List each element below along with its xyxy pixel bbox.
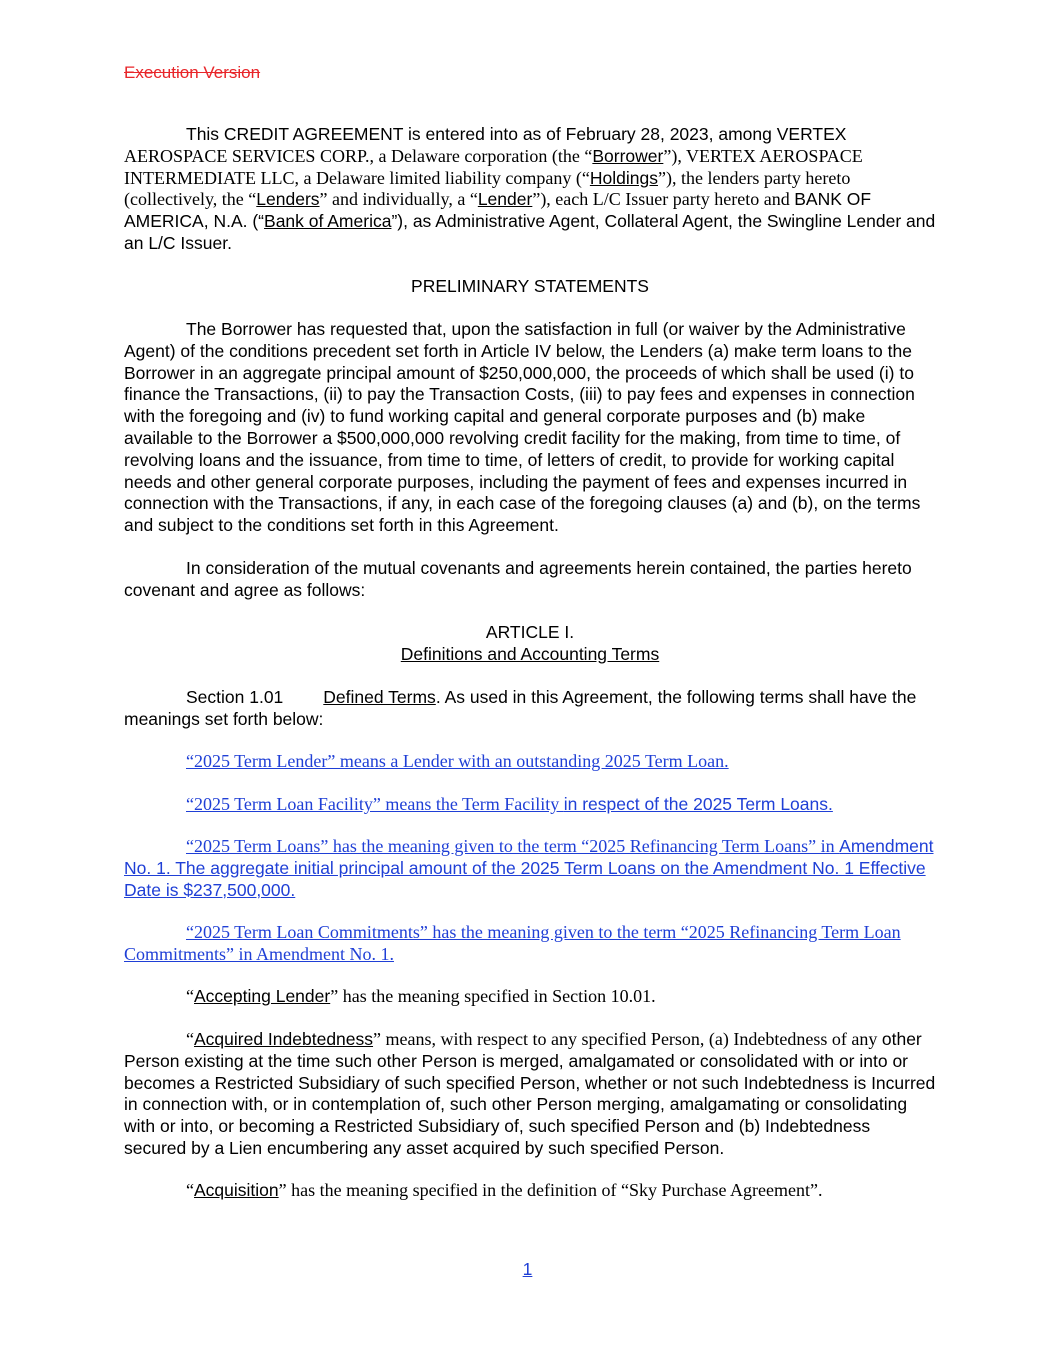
term-holdings: Holdings	[589, 167, 658, 188]
execution-version-mark: Execution Version	[124, 63, 261, 82]
definition-2025-term-lender: “2025 Term Lender” means a Lender with an outstanding 2025 Term Loan.	[186, 751, 729, 771]
preliminary-paragraph: The Borrower has requested that, upon the satisfaction in full (or waiver by the Administrative Agent) of the conditions precedent set forth in Article IV below, the Lenders (a) make term loans to the Borrower in an aggregate principal amount of $250,000,000, the proceeds of which shall be used (i) to finance the Transactions, (ii) to pay the Transaction Costs, (iii) to pay fees and expenses in connection with the foregoing and (iv) to fund working capital and general corporate purposes and (b) make available to the Borrower a $500,000,000 revolving credit facility for the making, from time to time, of revolving loans and the issuance, from time to time, of letters of credit, to provide for working capital needs and other general corporate purposes, including the payment of fees and expenses incurred in connection with the Transactions, if any, in each case of the foregoing clauses (a) and (b), on the terms and subject to the conditions set forth in this Agreement.	[124, 319, 921, 536]
page-number[interactable]: 1	[522, 1259, 533, 1279]
consideration-paragraph: In consideration of the mutual covenants and agreements herein contained, the parties hereto covenant and agree as follows:	[124, 558, 912, 600]
definition-accepting-lender: “Accepting Lender” has the meaning specified in Section 10.01.	[186, 986, 656, 1006]
section-title: Defined Terms	[323, 687, 436, 707]
article-subtitle: Definitions and Accounting Terms	[400, 644, 660, 664]
definition-2025-term-loan-commitments: “2025 Term Loan Commitments” has the meaning given to the term “2025 Refinancing Term Loan Commitments” in Amendment No. 1.	[124, 922, 901, 964]
definition-acquired-indebtedness: “Acquired Indebtedness” means, with respect to any specified Person, (a) Indebtedness of any other Person existing at the time such other Person is merged, amalgamated or consolidated with or into or becomes a Restricted Subsidiary of such specified Person, whether or not such Indebtedness is Incurred in connection with, or in contemplation of, such other Person merging, amalgamating or consolidating with or into, or becoming a Restricted Subsidiary of, such specified Person and (b) Indebtedness secured by a Lien encumbering any asset acquired by such specified Person.	[124, 1029, 936, 1158]
term-borrower: Borrower	[592, 145, 664, 166]
section-1-01: Section 1.01 Defined Terms. As used in this Agreement, the following terms shall have the meanings set forth below:	[124, 687, 917, 729]
definition-2025-term-loans: “2025 Term Loans” has the meaning given to the term “2025 Refinancing Term Loans” in Amendment No. 1. The aggregate initial principal amount of the 2025 Term Loans on the Amendment No. 1 Effective Date is $237,500,000.	[124, 836, 934, 900]
definition-2025-term-loan-facility: “2025 Term Loan Facility” means the Term Facility in respect of the 2025 Term Loans.	[186, 794, 833, 814]
intro-paragraph: This CREDIT AGREEMENT is entered into as of February 28, 2023, among VERTEX AEROSPACE SERVICES CORP., a Delaware corporation (the “Borrower”), VERTEX AEROSPACE INTERMEDIATE LLC, a Delaware limited liability company (“Holdings”), the lenders party hereto (collectively, the “Lenders” and individually, a “Lender”), each L/C Issuer party hereto and BANK OF AMERICA, N.A. (“Bank of America”), as Administrative Agent, Collateral Agent, the Swingline Lender and an L/C Issuer.	[124, 124, 936, 253]
preliminary-heading: PRELIMINARY STATEMENTS	[411, 276, 649, 296]
article-title: ARTICLE I.	[485, 622, 575, 642]
section-number: Section 1.01	[186, 687, 284, 707]
term-bank-of-america: Bank of America	[264, 211, 392, 232]
term-lender: Lender	[477, 189, 533, 210]
definition-acquisition: “Acquisition” has the meaning specified in the definition of “Sky Purchase Agreement”.	[186, 1180, 823, 1200]
term-lenders: Lenders	[256, 189, 320, 210]
